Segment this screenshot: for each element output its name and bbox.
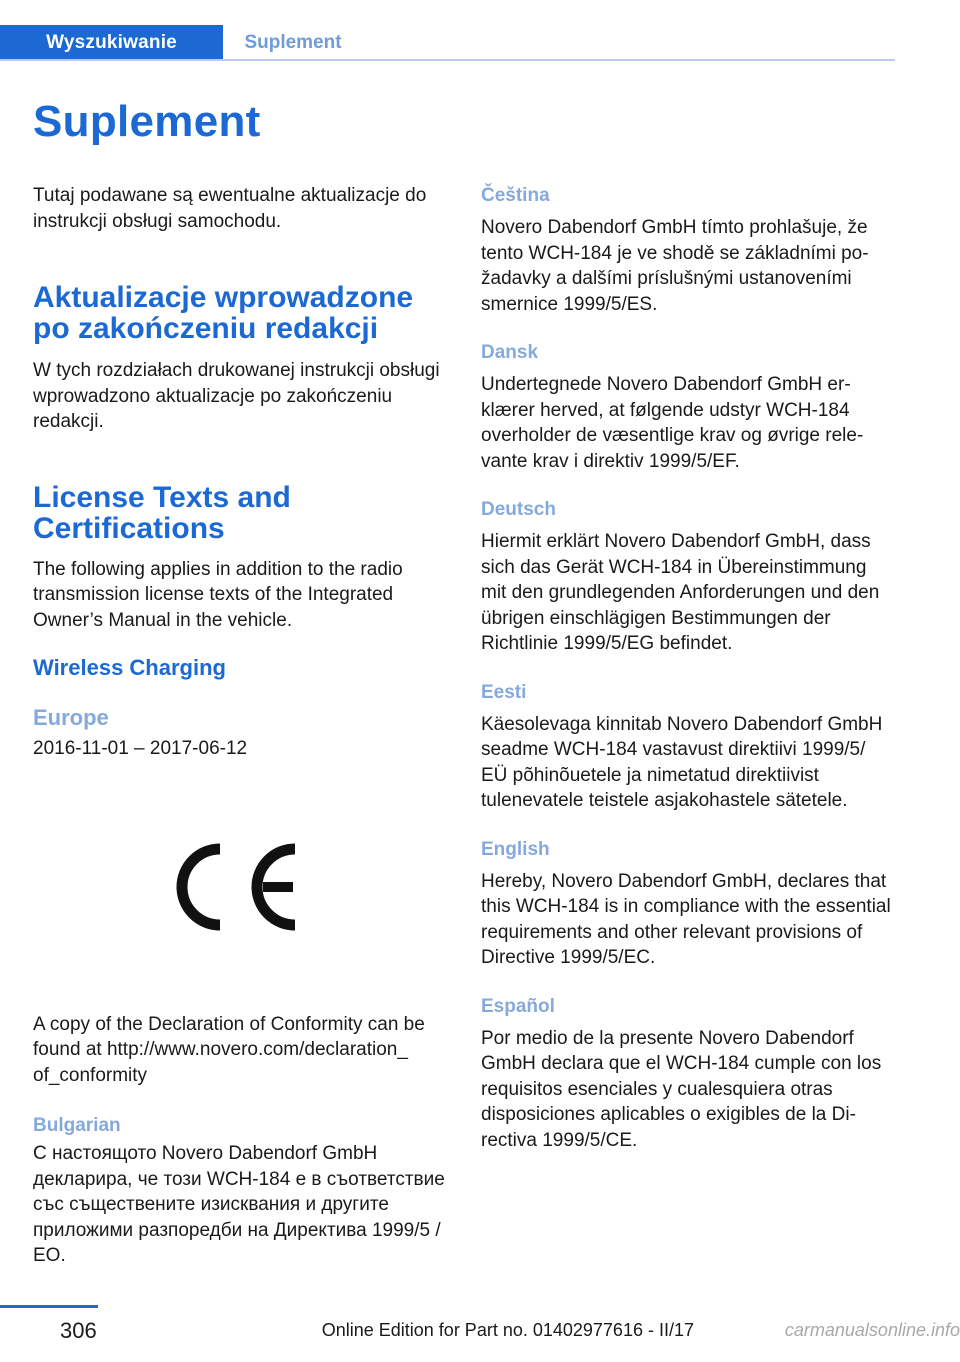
page-number: 306	[60, 1318, 97, 1343]
lang-body: Por medio de la presente Novero Dabendorf GmbH declara que el WCH-184 cumple con los requisitos esenciales y cualesquiera otras disposiciones aplicables o exigibles de la Directiva 1999/5/CE.	[481, 1027, 882, 1151]
declaration-text: A copy of the Declaration of Conformity can be found at http://www.novero.com/declaration_ of_conformity	[33, 1013, 425, 1086]
lang-title: Dansk	[481, 342, 539, 363]
lang-title: Čeština	[481, 185, 550, 206]
left-column	[33, 183, 448, 1269]
section-license-title-line1: License Texts and	[33, 480, 291, 514]
lang-title: Eesti	[481, 681, 527, 703]
top-tab-bar	[0, 25, 895, 61]
lang-block-czech	[481, 183, 893, 317]
lang-title: English	[481, 838, 550, 860]
intro-text: Tutaj podawane są ewentualne aktualizacje do instrukcji obsługi samochodu.	[33, 185, 427, 232]
lang-body: Hiermit erklärt Novero Dabendorf GmbH, dass sich das Gerät WCH-184 in Übereinstimmung mit den grundlegenden Anforderungen und den übrigen einschlägigen Bestimmungen der Richtlinie 1999/5/EG befindet.	[481, 531, 880, 654]
section-license-body: The following applies in addition to the radio transmission license texts of the Integrated Owner’s Manual in the vehicle.	[33, 558, 403, 631]
lang-body: Undertegnede Novero Dabendorf GmbH erklærer herved, at følgende udstyr WCH-184 overholder de væsentlige krav og øvrige relevante krav i direktiv 1999/5/EF.	[481, 374, 864, 472]
ce-mark-icon	[175, 839, 307, 935]
lang-block-german	[481, 497, 893, 657]
tab-search[interactable]: Wyszukiwanie	[0, 25, 223, 61]
section-updates-title-line2: po zakończeniu redakcji	[33, 312, 379, 345]
europe-title: Europe	[33, 705, 109, 730]
section-updates-title	[33, 282, 448, 344]
footer-rule	[0, 1305, 98, 1308]
lang-block-english	[481, 837, 893, 971]
lang-title-bulgarian: Bulgarian	[33, 1115, 121, 1136]
section-license-title	[33, 482, 448, 544]
lang-block-danish	[481, 340, 893, 474]
lang-title: Español	[481, 995, 555, 1017]
lang-body: Novero Dabendorf GmbH tímto prohlašuje, že tento WCH-184 je ve shodě se základními požadavky a dalšími príslušnými ustanoveními smernice 1999/5/ES.	[481, 217, 869, 315]
lang-body: Hereby, Novero Dabendorf GmbH, declares that this WCH-184 is in compliance with the essential requirements and other relevant provisions of Directive 1999/5/EC.	[481, 870, 891, 968]
watermark-logo: carmanualsonline.info	[784, 1320, 960, 1340]
lang-body: Käesolevaga kinnitab Novero Dabendorf GmbH seadme WCH-184 vastavust direktiivi 1999/5/ EÜ põhinõuetele ja nimetatud direktiivist tulenevatele teistele asjakohastele sätetele.	[481, 713, 883, 811]
ce-mark	[33, 762, 448, 1012]
section-updates-body: W tych rozdziałach drukowanej instrukcji obsługi wprowadzono aktualizacje po zakończeniu redakcji.	[33, 360, 440, 432]
lang-body-bulgarian: С настоящото Novero Dabendorf GmbH декларира, че този WCH-184 е в съответствие със съществените изисквания и другите приложими разпоредби на Директива 1999/5 / ЕО.	[33, 1143, 445, 1266]
section-license-title-line2: Certifications	[33, 511, 225, 545]
wireless-charging-title: Wireless Charging	[33, 655, 226, 680]
edition-text: Online Edition for Part no. 01402977616 - II/17	[321, 1320, 694, 1340]
page-title: Suplement	[33, 97, 261, 146]
tab-supplement[interactable]: Suplement	[244, 32, 342, 53]
section-updates-title-line1: Aktualizacje wprowadzone	[33, 281, 414, 314]
lang-title: Deutsch	[481, 499, 556, 520]
right-column	[481, 183, 893, 1153]
lang-block-spanish	[481, 994, 893, 1154]
validity-dates: 2016-11-01 – 2017-06-12	[33, 738, 248, 759]
lang-block-estonian	[481, 680, 893, 814]
tab-underline	[0, 59, 895, 61]
